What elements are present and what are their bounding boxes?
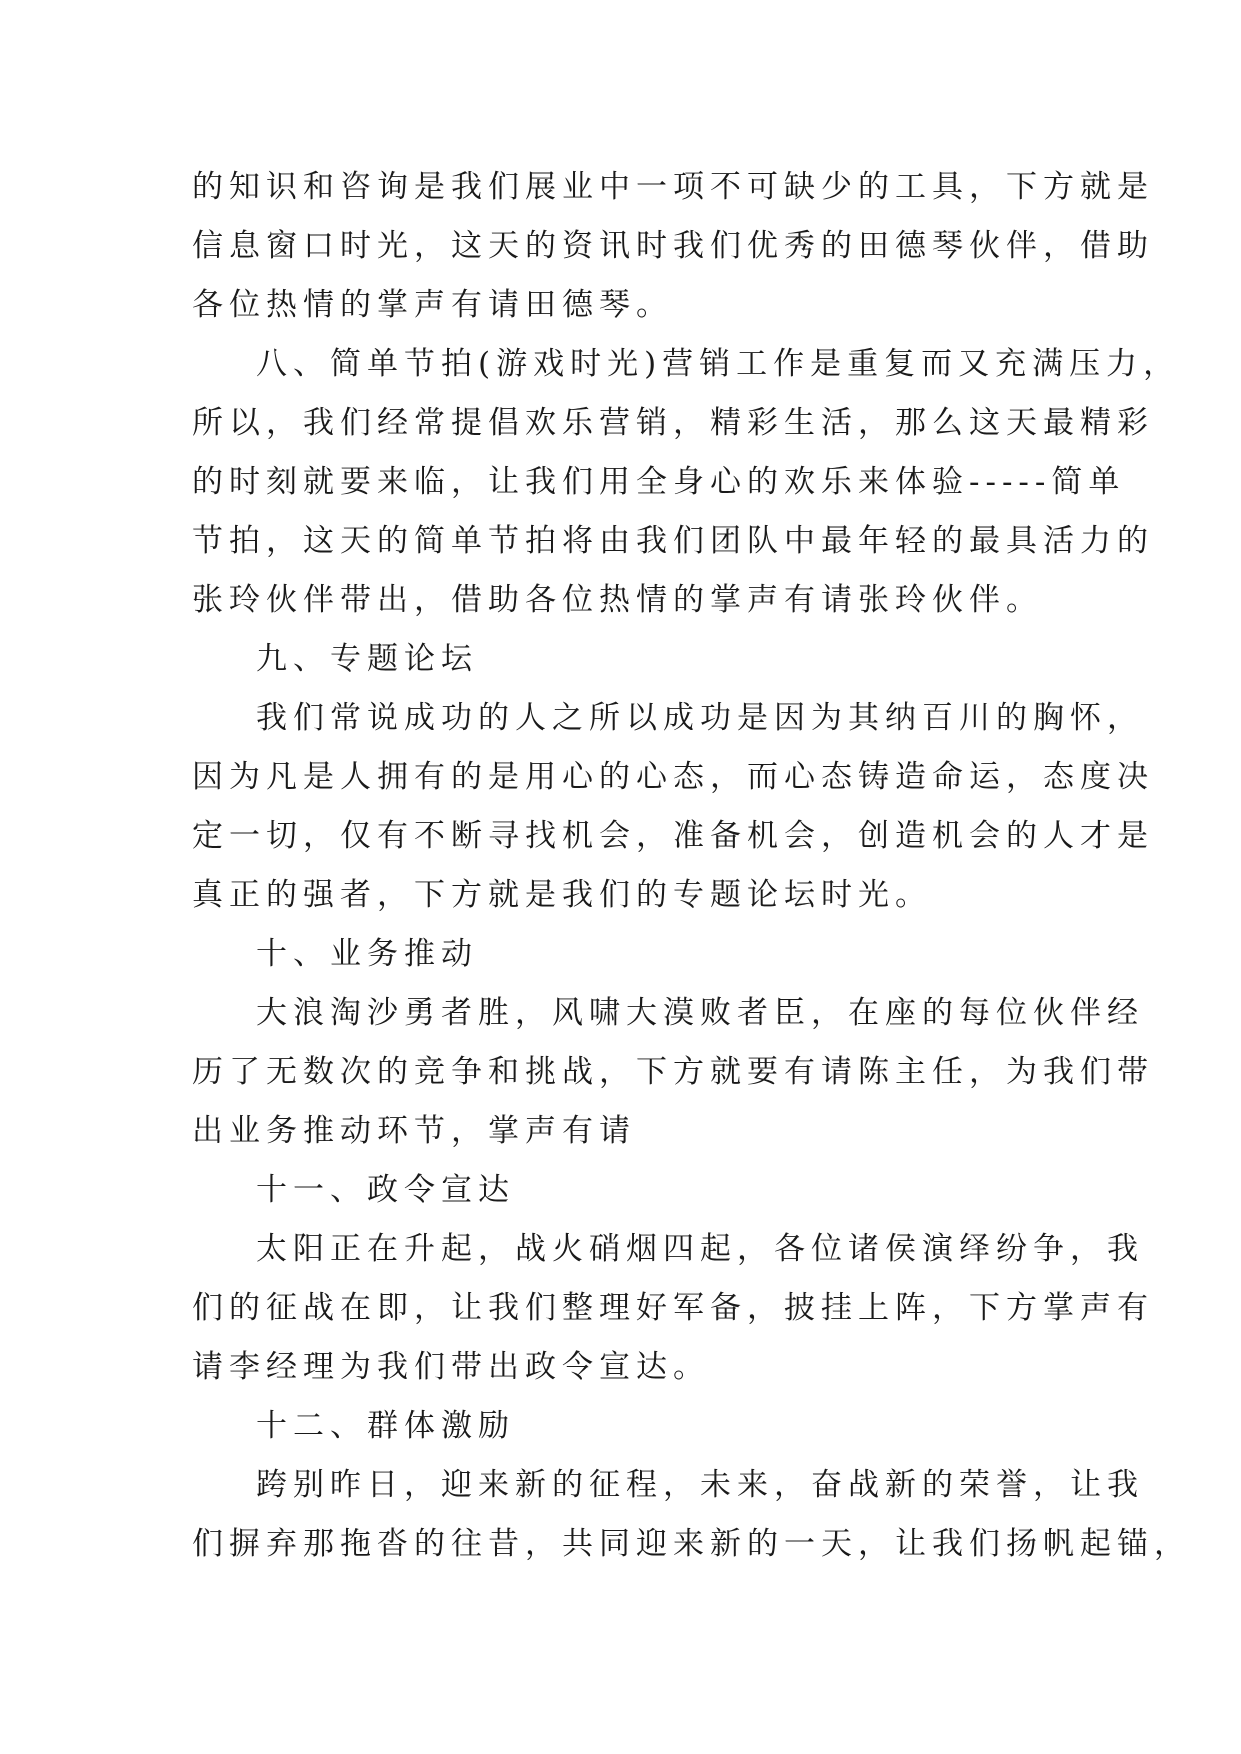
text-line: 真正的强者，下方就是我们的专题论坛时光。: [192, 877, 932, 913]
paragraph-start: 我们常说成功的人之所以成功是因为其纳百川的胸怀，: [256, 700, 1144, 736]
text-line: 出业务推动环节，掌声有请: [192, 1113, 636, 1149]
paragraph-start: 太阳正在升起，战火硝烟四起，各位诸侯演绎纷争，我: [256, 1231, 1144, 1267]
section-heading: 九、专题论坛: [256, 641, 478, 677]
text-line: 信息窗口时光，这天的资讯时我们优秀的田德琴伙伴，借助: [192, 228, 1154, 264]
text-line: 定一切，仅有不断寻找机会，准备机会，创造机会的人才是: [192, 818, 1154, 854]
paragraph-start: 大浪淘沙勇者胜，风啸大漠败者臣，在座的每位伙伴经: [256, 995, 1144, 1031]
text-line: 节拍，这天的简单节拍将由我们团队中最年轻的最具活力的: [192, 523, 1154, 559]
text-line: 各位热情的掌声有请田德琴。: [192, 287, 673, 323]
text-line: 历了无数次的竞争和挑战，下方就要有请陈主任，为我们带: [192, 1054, 1154, 1090]
text-line: 张玲伙伴带出，借助各位热情的掌声有请张玲伙伴。: [192, 582, 1043, 618]
text-line: 的知识和咨询是我们展业中一项不可缺少的工具，下方就是: [192, 169, 1154, 205]
text-line: 请李经理为我们带出政令宣达。: [192, 1349, 710, 1385]
text-line: 所以，我们经常提倡欢乐营销，精彩生活，那么这天最精彩: [192, 405, 1154, 441]
document-page: [192, 158, 1191, 1574]
text-line: 因为凡是人拥有的是用心的心态，而心态铸造命运，态度决: [192, 759, 1154, 795]
section-heading: 十一、政令宣达: [256, 1172, 515, 1208]
section-heading: 十二、群体激励: [256, 1408, 515, 1444]
text-line: 们的征战在即，让我们整理好军备，披挂上阵，下方掌声有: [192, 1290, 1154, 1326]
section-heading: 八、简单节拍(游戏时光)营销工作是重复而又充满压力，: [256, 346, 1181, 382]
paragraph-start: 跨别昨日，迎来新的征程，未来，奋战新的荣誉，让我: [256, 1467, 1144, 1503]
text-line: 的时刻就要来临，让我们用全身心的欢乐来体验-----简单: [192, 464, 1126, 500]
section-heading: 十、业务推动: [256, 936, 478, 972]
text-line: 们摒弃那拖沓的往昔，共同迎来新的一天，让我们扬帆起锚，: [192, 1526, 1191, 1562]
